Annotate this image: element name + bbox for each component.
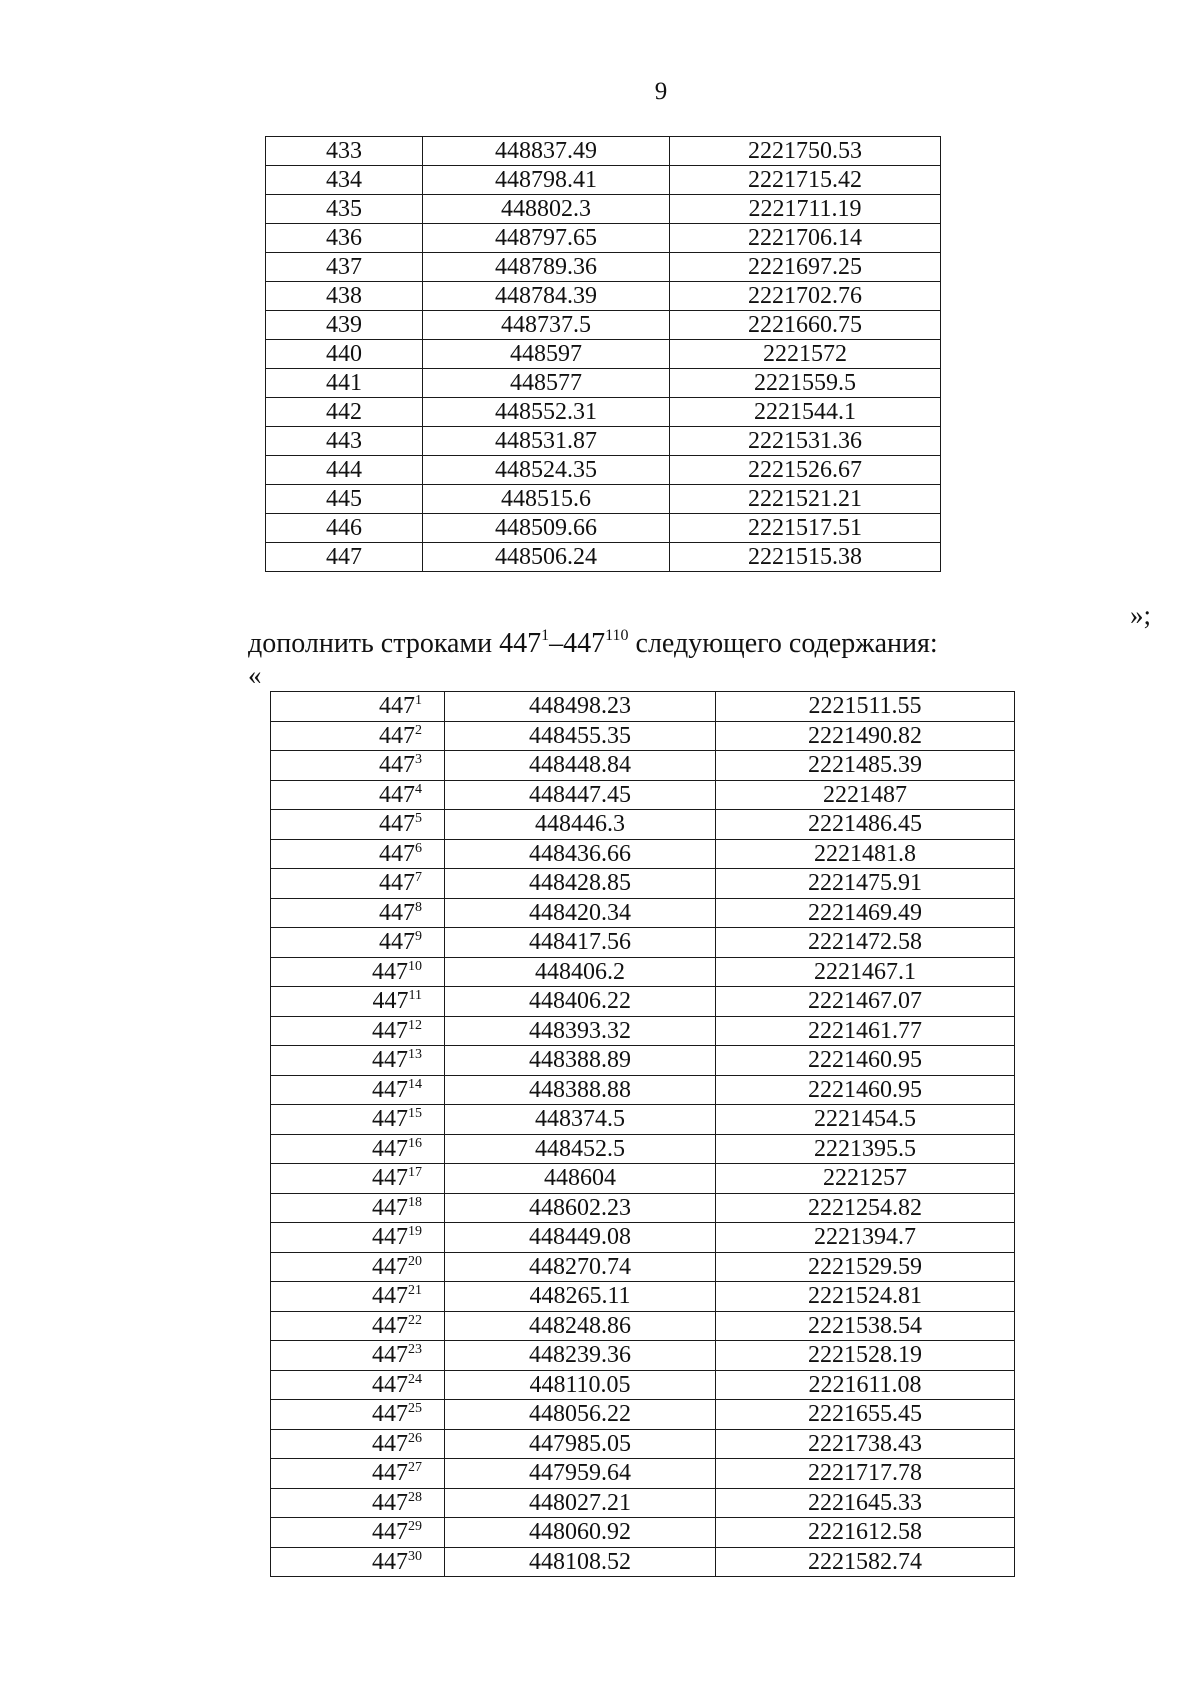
table-row	[271, 1459, 1015, 1489]
point-number-cell: 446	[266, 514, 423, 543]
point-number-base: 447	[372, 1224, 408, 1251]
point-number-index: 5	[415, 811, 422, 827]
x-coordinate-cell: 448797.65	[423, 224, 670, 253]
point-number-base: 447	[372, 1371, 408, 1398]
y-coordinate-cell: 2221531.36	[670, 427, 941, 456]
y-coordinate-cell: 2221469.49	[716, 898, 1015, 928]
point-number-cell: 439	[266, 311, 423, 340]
point-number-cell	[271, 1223, 445, 1253]
table-row	[271, 1075, 1015, 1105]
page-number: 9	[654, 78, 668, 105]
table-row	[271, 721, 1015, 751]
point-number-cell	[271, 957, 445, 987]
point-number-index: 8	[415, 899, 422, 915]
point-number-base: 447	[379, 693, 415, 720]
y-coordinate-cell: 2221515.38	[670, 543, 941, 572]
point-number-index: 9	[415, 929, 422, 945]
table-row	[271, 692, 1015, 722]
point-number-base: 447	[372, 1135, 408, 1162]
y-coordinate-cell: 2221481.8	[716, 839, 1015, 869]
point-number-cell	[271, 839, 445, 869]
x-coordinate-cell: 448449.08	[445, 1223, 716, 1253]
y-coordinate-cell: 2221454.5	[716, 1105, 1015, 1135]
range-dash: –	[549, 628, 564, 659]
point-number-cell: 437	[266, 253, 423, 282]
point-number-base: 447	[372, 1106, 408, 1133]
y-coordinate-cell: 2221475.91	[716, 869, 1015, 899]
point-number-index: 23	[408, 1342, 422, 1358]
y-coordinate-cell: 2221486.45	[716, 810, 1015, 840]
point-number-cell: 434	[266, 166, 423, 195]
point-number-index: 22	[408, 1312, 422, 1328]
point-number-base: 447	[379, 752, 415, 779]
point-number-index: 11	[408, 988, 422, 1004]
x-coordinate-cell: 447985.05	[445, 1429, 716, 1459]
point-number-base: 447	[372, 1460, 408, 1487]
point-number-cell: 445	[266, 485, 423, 514]
point-number-base: 447	[372, 1401, 408, 1428]
point-number-cell	[271, 1341, 445, 1371]
x-coordinate-cell: 448420.34	[445, 898, 716, 928]
table-row	[266, 224, 941, 253]
table-row	[271, 1547, 1015, 1577]
point-number-base: 447	[372, 1342, 408, 1369]
y-coordinate-cell: 2221697.25	[670, 253, 941, 282]
table-row	[271, 987, 1015, 1017]
point-number-base: 447	[372, 1165, 408, 1192]
x-coordinate-cell: 448506.24	[423, 543, 670, 572]
y-coordinate-cell: 2221257	[716, 1164, 1015, 1194]
y-coordinate-cell: 2221611.08	[716, 1370, 1015, 1400]
point-number-index: 14	[408, 1076, 422, 1092]
y-coordinate-cell: 2221460.95	[716, 1046, 1015, 1076]
point-number-base: 447	[379, 899, 415, 926]
point-number-index: 16	[408, 1135, 422, 1151]
table-row	[271, 1046, 1015, 1076]
point-number-base: 447	[379, 840, 415, 867]
y-coordinate-cell: 2221485.39	[716, 751, 1015, 781]
x-coordinate-cell: 448056.22	[445, 1400, 716, 1430]
point-number-index: 1	[415, 693, 422, 709]
point-number-base: 447	[379, 811, 415, 838]
point-number-cell	[271, 869, 445, 899]
point-number-cell: 438	[266, 282, 423, 311]
closing-quote: »;	[1130, 600, 1152, 630]
table-row	[271, 1429, 1015, 1459]
x-coordinate-cell: 448417.56	[445, 928, 716, 958]
table-row	[271, 1134, 1015, 1164]
x-coordinate-cell: 448802.3	[423, 195, 670, 224]
table-row	[266, 514, 941, 543]
point-number-cell	[271, 1016, 445, 1046]
point-number-index: 10	[408, 958, 422, 974]
point-number-base: 447	[379, 870, 415, 897]
point-number-cell: 447	[266, 543, 423, 572]
x-coordinate-cell: 448060.92	[445, 1518, 716, 1548]
x-coordinate-cell: 448455.35	[445, 721, 716, 751]
y-coordinate-cell: 2221395.5	[716, 1134, 1015, 1164]
table-row	[271, 751, 1015, 781]
point-number-cell	[271, 928, 445, 958]
point-number-base: 447	[372, 1283, 408, 1310]
y-coordinate-cell: 2221572	[670, 340, 941, 369]
y-coordinate-cell: 2221715.42	[670, 166, 941, 195]
x-coordinate-cell: 448406.2	[445, 957, 716, 987]
x-coordinate-cell: 447959.64	[445, 1459, 716, 1489]
point-number-base: 447	[372, 1017, 408, 1044]
point-number-base: 447	[379, 929, 415, 956]
y-coordinate-cell: 2221738.43	[716, 1429, 1015, 1459]
x-coordinate-cell: 448270.74	[445, 1252, 716, 1282]
table-row	[271, 1400, 1015, 1430]
point-number-cell	[271, 1370, 445, 1400]
table-row	[266, 253, 941, 282]
x-coordinate-cell: 448374.5	[445, 1105, 716, 1135]
point-number-index: 27	[408, 1460, 422, 1476]
point-number-cell	[271, 1193, 445, 1223]
y-coordinate-cell: 2221702.76	[670, 282, 941, 311]
point-number-cell	[271, 1547, 445, 1577]
table-row	[271, 1518, 1015, 1548]
y-coordinate-cell: 2221528.19	[716, 1341, 1015, 1371]
y-coordinate-cell: 2221490.82	[716, 721, 1015, 751]
table-row	[271, 928, 1015, 958]
point-number-index: 4	[415, 781, 422, 797]
point-number-cell	[271, 1164, 445, 1194]
point-number-index: 20	[408, 1253, 422, 1269]
x-coordinate-cell: 448248.86	[445, 1311, 716, 1341]
table-row	[271, 1016, 1015, 1046]
point-number-base: 447	[372, 1194, 408, 1221]
point-number-index: 6	[415, 840, 422, 856]
table-row	[266, 543, 941, 572]
x-coordinate-cell: 448789.36	[423, 253, 670, 282]
table-row	[271, 1164, 1015, 1194]
table-row	[271, 839, 1015, 869]
x-coordinate-cell: 448428.85	[445, 869, 716, 899]
x-coordinate-cell: 448602.23	[445, 1193, 716, 1223]
y-coordinate-cell: 2221526.67	[670, 456, 941, 485]
x-coordinate-cell: 448393.32	[445, 1016, 716, 1046]
x-coordinate-cell: 448515.6	[423, 485, 670, 514]
x-coordinate-cell: 448837.49	[423, 137, 670, 166]
point-number-index: 28	[408, 1489, 422, 1505]
point-number-base: 447	[372, 1430, 408, 1457]
y-coordinate-cell: 2221559.5	[670, 369, 941, 398]
range-start-index: 1	[541, 627, 550, 644]
point-number-cell: 435	[266, 195, 423, 224]
y-coordinate-cell: 2221460.95	[716, 1075, 1015, 1105]
x-coordinate-cell: 448436.66	[445, 839, 716, 869]
table-row	[271, 957, 1015, 987]
table-row	[271, 1282, 1015, 1312]
point-number-index: 3	[415, 752, 422, 768]
point-number-cell	[271, 1459, 445, 1489]
table-row	[271, 1341, 1015, 1371]
point-number-index: 24	[408, 1371, 422, 1387]
table-row	[266, 166, 941, 195]
x-coordinate-cell: 448239.36	[445, 1341, 716, 1371]
point-number-cell	[271, 751, 445, 781]
table-row	[266, 369, 941, 398]
y-coordinate-cell: 2221511.55	[716, 692, 1015, 722]
table-row	[271, 1311, 1015, 1341]
table-row	[271, 869, 1015, 899]
table-row	[271, 1252, 1015, 1282]
y-coordinate-cell: 2221254.82	[716, 1193, 1015, 1223]
table-row	[266, 485, 941, 514]
point-number-cell	[271, 1105, 445, 1135]
y-coordinate-cell: 2221467.07	[716, 987, 1015, 1017]
point-number-cell: 442	[266, 398, 423, 427]
point-number-base: 447	[372, 1253, 408, 1280]
point-number-index: 18	[408, 1194, 422, 1210]
table-row	[266, 340, 941, 369]
table-row	[271, 898, 1015, 928]
point-number-index: 29	[408, 1519, 422, 1535]
point-number-cell	[271, 1252, 445, 1282]
y-coordinate-cell: 2221544.1	[670, 398, 941, 427]
y-coordinate-cell: 2221538.54	[716, 1311, 1015, 1341]
amendment-instruction	[248, 628, 938, 660]
point-number-index: 25	[408, 1401, 422, 1417]
x-coordinate-cell: 448448.84	[445, 751, 716, 781]
x-coordinate-cell: 448737.5	[423, 311, 670, 340]
point-number-cell: 441	[266, 369, 423, 398]
range-end-base: 447	[563, 628, 606, 659]
point-number-base: 447	[372, 1519, 408, 1546]
point-number-index: 21	[408, 1283, 422, 1299]
point-number-cell	[271, 1488, 445, 1518]
table-row	[266, 195, 941, 224]
y-coordinate-cell: 2221394.7	[716, 1223, 1015, 1253]
y-coordinate-cell: 2221706.14	[670, 224, 941, 253]
table-row	[266, 311, 941, 340]
point-number-index: 2	[415, 722, 422, 738]
point-number-cell	[271, 898, 445, 928]
x-coordinate-cell: 448784.39	[423, 282, 670, 311]
instruction-prefix: дополнить строками	[248, 628, 500, 659]
y-coordinate-cell: 2221711.19	[670, 195, 941, 224]
point-number-cell	[271, 1134, 445, 1164]
point-number-base: 447	[379, 722, 415, 749]
point-number-base: 447	[372, 1548, 408, 1575]
point-number-cell	[271, 810, 445, 840]
table-row	[266, 427, 941, 456]
point-number-cell	[271, 780, 445, 810]
point-number-index: 12	[408, 1017, 422, 1033]
y-coordinate-cell: 2221582.74	[716, 1547, 1015, 1577]
coordinates-table-added	[270, 691, 1015, 1577]
x-coordinate-cell: 448509.66	[423, 514, 670, 543]
table-row	[271, 1370, 1015, 1400]
point-number-cell	[271, 692, 445, 722]
table-row	[271, 810, 1015, 840]
point-number-index: 13	[408, 1047, 422, 1063]
table-row	[271, 1223, 1015, 1253]
point-number-index: 30	[408, 1548, 422, 1564]
point-number-cell: 433	[266, 137, 423, 166]
point-number-base: 447	[372, 1076, 408, 1103]
opening-quote: «	[248, 660, 262, 690]
point-number-index: 7	[415, 870, 422, 886]
point-number-index: 15	[408, 1106, 422, 1122]
y-coordinate-cell: 2221660.75	[670, 311, 941, 340]
point-number-index: 17	[408, 1165, 422, 1181]
table-row	[266, 398, 941, 427]
range-start-base: 447	[499, 628, 542, 659]
table-row	[271, 1105, 1015, 1135]
x-coordinate-cell: 448604	[445, 1164, 716, 1194]
point-number-base: 447	[372, 958, 408, 985]
point-number-base: 447	[372, 988, 409, 1015]
y-coordinate-cell: 2221472.58	[716, 928, 1015, 958]
y-coordinate-cell: 2221517.51	[670, 514, 941, 543]
table-row	[266, 282, 941, 311]
point-number-cell: 440	[266, 340, 423, 369]
x-coordinate-cell: 448798.41	[423, 166, 670, 195]
point-number-cell: 444	[266, 456, 423, 485]
range-end-index: 110	[605, 627, 629, 644]
point-number-base: 447	[372, 1047, 408, 1074]
point-number-cell	[271, 1282, 445, 1312]
point-number-base: 447	[372, 1489, 408, 1516]
x-coordinate-cell: 448406.22	[445, 987, 716, 1017]
y-coordinate-cell: 2221717.78	[716, 1459, 1015, 1489]
point-number-index: 26	[408, 1430, 422, 1446]
y-coordinate-cell: 2221529.59	[716, 1252, 1015, 1282]
point-number-cell	[271, 1075, 445, 1105]
y-coordinate-cell: 2221750.53	[670, 137, 941, 166]
x-coordinate-cell: 448446.3	[445, 810, 716, 840]
x-coordinate-cell: 448388.88	[445, 1075, 716, 1105]
y-coordinate-cell: 2221612.58	[716, 1518, 1015, 1548]
x-coordinate-cell: 448498.23	[445, 692, 716, 722]
point-number-cell	[271, 1311, 445, 1341]
x-coordinate-cell: 448577	[423, 369, 670, 398]
y-coordinate-cell: 2221467.1	[716, 957, 1015, 987]
point-number-index: 19	[408, 1224, 422, 1240]
table-row	[266, 137, 941, 166]
point-number-base: 447	[372, 1312, 408, 1339]
y-coordinate-cell: 2221645.33	[716, 1488, 1015, 1518]
x-coordinate-cell: 448110.05	[445, 1370, 716, 1400]
point-number-cell	[271, 1400, 445, 1430]
x-coordinate-cell: 448108.52	[445, 1547, 716, 1577]
x-coordinate-cell: 448552.31	[423, 398, 670, 427]
point-number-cell	[271, 987, 445, 1017]
table-row	[271, 1488, 1015, 1518]
x-coordinate-cell: 448027.21	[445, 1488, 716, 1518]
point-number-base: 447	[379, 781, 415, 808]
point-number-cell	[271, 1429, 445, 1459]
y-coordinate-cell: 2221487	[716, 780, 1015, 810]
y-coordinate-cell: 2221521.21	[670, 485, 941, 514]
point-number-cell: 443	[266, 427, 423, 456]
x-coordinate-cell: 448452.5	[445, 1134, 716, 1164]
table-row	[271, 1193, 1015, 1223]
point-number-cell	[271, 1518, 445, 1548]
x-coordinate-cell: 448597	[423, 340, 670, 369]
point-number-cell	[271, 1046, 445, 1076]
point-number-cell: 436	[266, 224, 423, 253]
x-coordinate-cell: 448388.89	[445, 1046, 716, 1076]
x-coordinate-cell: 448524.35	[423, 456, 670, 485]
y-coordinate-cell: 2221655.45	[716, 1400, 1015, 1430]
x-coordinate-cell: 448265.11	[445, 1282, 716, 1312]
x-coordinate-cell: 448447.45	[445, 780, 716, 810]
coordinates-table-existing	[265, 136, 941, 572]
table-row	[266, 456, 941, 485]
y-coordinate-cell: 2221524.81	[716, 1282, 1015, 1312]
point-number-cell	[271, 721, 445, 751]
y-coordinate-cell: 2221461.77	[716, 1016, 1015, 1046]
x-coordinate-cell: 448531.87	[423, 427, 670, 456]
table-row	[271, 780, 1015, 810]
instruction-suffix: следующего содержания:	[628, 628, 938, 659]
